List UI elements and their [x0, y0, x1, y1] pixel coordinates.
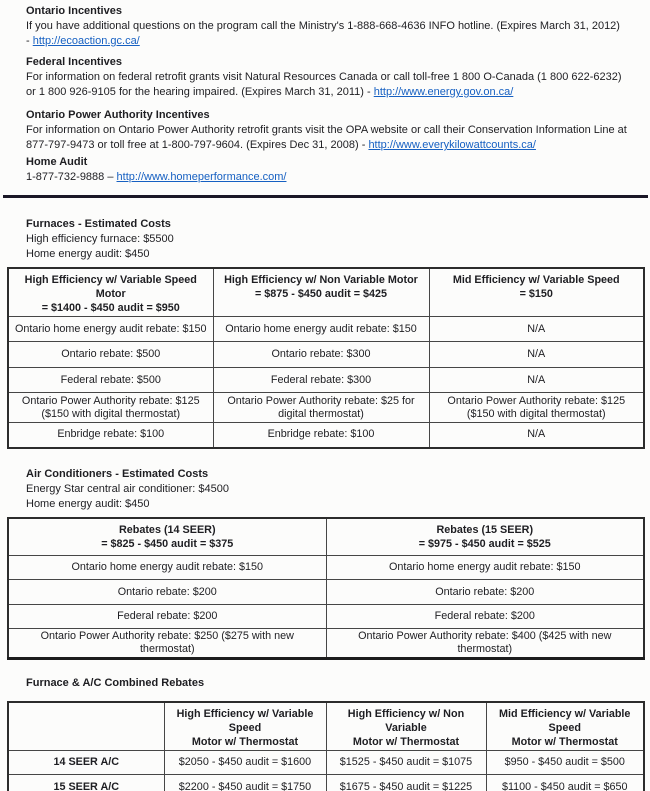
- header-line: = $875 - $450 audit = $425: [254, 288, 388, 300]
- row-label-cell: 15 SEER A/C: [8, 775, 164, 791]
- home-audit-line: [26, 170, 627, 185]
- table-cell: $1100 - $450 audit = $650: [486, 775, 644, 791]
- table-cell: N/A: [429, 423, 644, 448]
- table-cell: Ontario rebate: $200: [326, 580, 644, 605]
- header-line: Motor w/ Thermostat: [352, 736, 460, 748]
- table-cell: Enbridge rebate: $100: [213, 423, 429, 448]
- header-line: Motor w/ Thermostat: [511, 736, 618, 748]
- table-header-cell: [429, 268, 644, 317]
- table-cell: $1675 - $450 audit = $1225: [326, 775, 486, 791]
- table-row: [8, 368, 644, 393]
- federal-incentives-body-line: [26, 70, 627, 100]
- table-cell: Ontario rebate: $500: [8, 342, 213, 368]
- header-line: Rebates (14 SEER): [118, 523, 216, 536]
- home-audit-phone: 1-877-732-9888 –: [26, 171, 117, 183]
- header-line: High Efficiency w/ Variable Speed: [176, 708, 314, 734]
- table-header-cell: [8, 268, 213, 317]
- table-header-cell: [486, 702, 644, 751]
- header-line: = $825 - $450 audit = $375: [101, 537, 234, 550]
- table-cell: $2050 - $450 audit = $1600: [164, 751, 326, 775]
- table-cell: Ontario home energy audit rebate: $150: [8, 556, 326, 580]
- table-cell: Ontario Power Authority rebate: $25 for digital thermostat): [213, 393, 429, 423]
- section-title-ontario-incentives: Ontario Incentives: [26, 5, 122, 17]
- table-header-cell: [326, 702, 486, 751]
- section-title-federal-incentives: Federal Incentives: [26, 56, 122, 68]
- homeperformance-link[interactable]: http://www.homeperformance.com/: [116, 171, 287, 183]
- table-row: [8, 605, 644, 629]
- ac-audit-cost-line: Home energy audit: $450: [26, 497, 150, 510]
- table-row: [8, 317, 644, 342]
- table-cell: N/A: [429, 317, 644, 342]
- table-cell: Ontario rebate: $300: [213, 342, 429, 368]
- row-label-cell: 14 SEER A/C: [8, 751, 164, 775]
- table-header-cell: [326, 518, 644, 556]
- header-line: Rebates (15 SEER): [436, 523, 534, 536]
- table-cell: $950 - $450 audit = $500: [486, 751, 644, 775]
- ac-rebates-table: [7, 517, 645, 661]
- header-line: = $975 - $450 audit = $525: [418, 537, 551, 550]
- header-line: Mid Efficiency w/ Variable Speed: [499, 708, 631, 734]
- opa-incentives-body: For information on Ontario Power Authority retrofit grants visit the OPA website or call their Conservation Information Line at 877-797-9473 or toll free at 1-800-797-9604. (Expires Dec 31, 2008) -: [26, 124, 627, 151]
- table-cell: Ontario Power Authority rebate: $125 ($150 with digital thermostat): [429, 393, 644, 423]
- table-cell: N/A: [429, 368, 644, 393]
- header-line: Mid Efficiency w/ Variable Speed: [452, 274, 620, 286]
- table-cell: Ontario Power Authority rebate: $400 ($425 with new thermostat): [326, 629, 644, 659]
- header-line: High Efficiency w/ Non Variable: [347, 708, 465, 734]
- header-line: Motor w/ Thermostat: [191, 736, 299, 748]
- table-cell: Ontario home energy audit rebate: $150: [326, 556, 644, 580]
- ecoaction-link[interactable]: http://ecoaction.gc.ca/: [32, 35, 140, 47]
- section-title-air-conditioners-costs: Air Conditioners - Estimated Costs: [26, 467, 209, 480]
- table-cell: Ontario home energy audit rebate: $150: [213, 317, 429, 342]
- everykilowattcounts-link[interactable]: http://www.everykilowattcounts.ca/: [368, 139, 536, 151]
- furnace-cost-line: High efficiency furnace: $5500: [26, 233, 174, 245]
- table-header-cell: [164, 702, 326, 751]
- section-title-home-audit: Home Audit: [26, 156, 88, 168]
- table-row: [8, 556, 644, 580]
- furnace-rebates-table: [7, 267, 645, 449]
- table-cell: Federal rebate: $500: [8, 368, 213, 393]
- section-title-opa-incentives: Ontario Power Authority Incentives: [26, 109, 210, 121]
- table-cell: Ontario Power Authority rebate: $250 ($275 with new thermostat): [8, 629, 326, 659]
- table-cell: $1525 - $450 audit = $1075: [326, 751, 486, 775]
- header-line: = $1400 - $450 audit = $950: [41, 302, 180, 314]
- table-row: [8, 423, 644, 448]
- table-row: [8, 751, 644, 775]
- table-row: [8, 342, 644, 368]
- section-title-combined-rebates: Furnace & A/C Combined Rebates: [26, 677, 205, 689]
- table-cell: Federal rebate: $200: [8, 605, 326, 629]
- header-line: High Efficiency w/ Variable Speed Motor: [24, 274, 197, 300]
- table-cell: N/A: [429, 342, 644, 368]
- combined-rebates-table: [7, 701, 645, 791]
- header-line: High Efficiency w/ Non Variable Motor: [224, 274, 418, 286]
- table-row: [8, 580, 644, 605]
- table-cell: Ontario home energy audit rebate: $150: [8, 317, 213, 342]
- table-cell: Enbridge rebate: $100: [8, 423, 213, 448]
- link-dash-prefix: -: [26, 35, 33, 47]
- section-divider-rule: [3, 195, 648, 198]
- table-corner-cell: [8, 702, 164, 751]
- header-line: = $150: [519, 288, 553, 300]
- table-cell: $2200 - $450 audit = $1750: [164, 775, 326, 791]
- table-cell: Ontario Power Authority rebate: $125 ($150 with digital thermostat): [8, 393, 213, 423]
- table-row: [8, 629, 644, 659]
- table-row: [8, 775, 644, 791]
- ontario-incentives-link-line: [26, 34, 627, 49]
- table-cell: Federal rebate: $200: [326, 605, 644, 629]
- ac-cost-line: Energy Star central air conditioner: $4500: [26, 482, 230, 495]
- ontario-incentives-body: If you have additional questions on the program call the Ministry's 1-888-668-4636 INFO hotline. (Expires March 31, 2012): [26, 20, 620, 32]
- furnace-audit-cost-line: Home energy audit: $450: [26, 248, 150, 260]
- federal-incentives-body: For information on federal retrofit grants visit Natural Resources Canada or call toll-free 1 800 O-Canada (1 800 622-6232) or 1 800 926-9105 for the hearing impaired. (Expires March 31, 2011) -: [26, 71, 622, 98]
- section-title-furnaces-costs: Furnaces - Estimated Costs: [26, 218, 171, 230]
- table-cell: Federal rebate: $300: [213, 368, 429, 393]
- table-row: [8, 393, 644, 423]
- table-header-cell: [8, 518, 326, 556]
- opa-incentives-body-line: [26, 123, 627, 153]
- energy-gov-link[interactable]: http://www.energy.gov.on.ca/: [373, 86, 514, 98]
- table-cell: Ontario rebate: $200: [8, 580, 326, 605]
- table-header-cell: [213, 268, 429, 317]
